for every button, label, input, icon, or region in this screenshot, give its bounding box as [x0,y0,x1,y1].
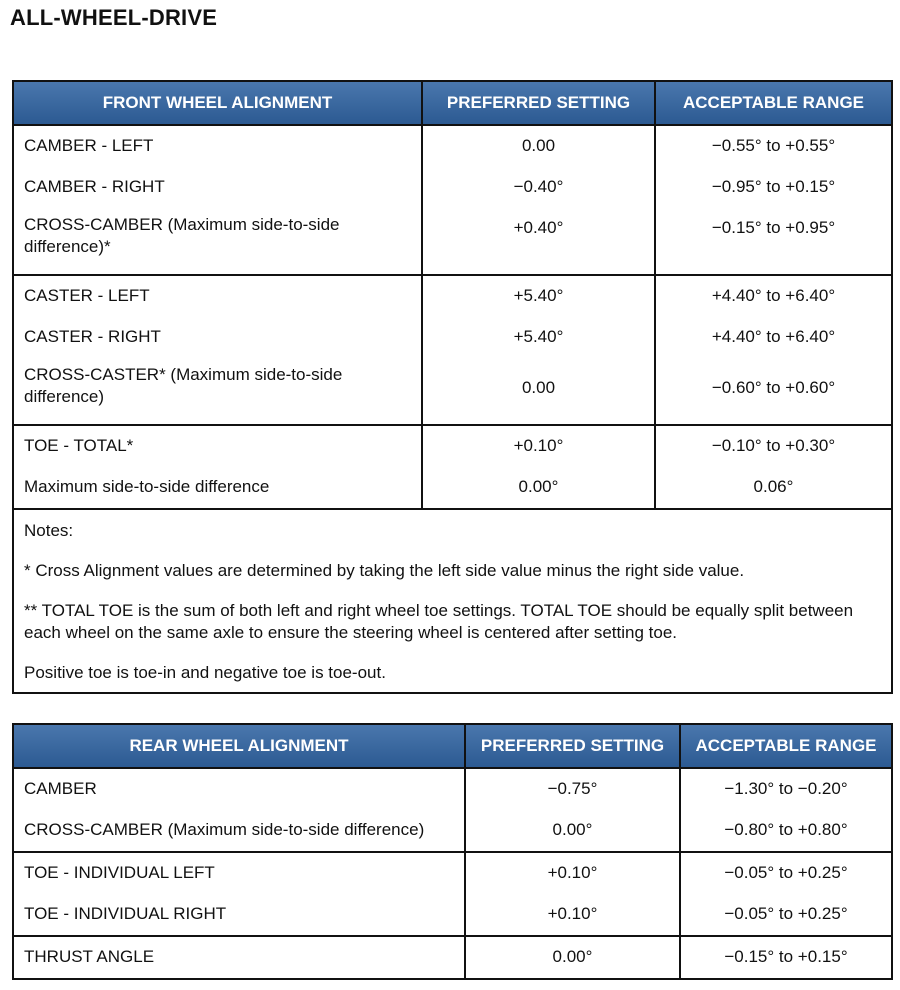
preferred-cell [465,852,680,936]
range-cell [655,275,892,425]
preferred-value: +5.40° [513,327,564,346]
range-value: −0.60° to +0.60° [711,378,836,397]
spec-label: Maximum side-to-side difference [24,477,270,496]
note-text: * Cross Alignment values are determined by taking the left side value minus the right side value. [24,561,745,580]
preferred-value: −0.40° [513,177,564,196]
range-value: −0.05° to +0.25° [724,863,848,882]
range-value: −0.10° to +0.30° [711,436,836,455]
spec-label: THRUST ANGLE [24,947,155,966]
range-value: −0.95° to +0.15° [711,177,836,196]
spec-label: CROSS-CAMBER (Maximum side-to-side difference)* [24,215,340,256]
spec-label: TOE - TOTAL* [24,436,134,455]
preferred-value: 0.00° [552,820,593,839]
rear-alignment-table [12,723,893,980]
column-header: ACCEPTABLE RANGE [655,81,892,125]
range-cell [680,936,892,979]
range-value: +4.40° to +6.40° [711,327,836,346]
preferred-value: 0.00 [521,378,556,397]
row-group-toe [13,425,892,509]
preferred-cell [422,425,655,509]
preferred-cell [422,125,655,275]
spec-label: TOE - INDIVIDUAL RIGHT [24,904,227,923]
preferred-value: 0.00° [518,477,559,496]
range-value: −1.30° to −0.20° [724,779,848,798]
range-value: 0.06° [753,477,794,496]
front-alignment-table [12,80,893,694]
preferred-value: 0.00° [552,947,593,966]
column-header: FRONT WHEEL ALIGNMENT [13,81,422,125]
preferred-value: 0.00 [521,136,556,155]
spec-label: TOE - INDIVIDUAL LEFT [24,863,215,882]
preferred-value: +5.40° [513,286,564,305]
table-header-row [13,81,892,125]
notes-row [13,509,892,693]
spec-label-cell [13,425,422,509]
row-group-camber [13,125,892,275]
spec-label-cell [13,275,422,425]
preferred-value: +0.10° [547,863,598,882]
row-group-toe [13,852,892,936]
preferred-value: −0.75° [547,779,598,798]
preferred-cell [465,768,680,852]
preferred-value: +0.40° [513,218,564,237]
spec-label-cell [13,768,465,852]
spec-label: CROSS-CAMBER (Maximum side-to-side difference) [24,820,425,839]
range-cell [655,125,892,275]
spec-label: CAMBER - LEFT [24,136,154,155]
preferred-value: +0.10° [547,904,598,923]
column-header: PREFERRED SETTING [422,81,655,125]
range-cell [680,852,892,936]
note-text: Positive toe is toe-in and negative toe is toe-out. [24,663,386,682]
spec-label-cell [13,125,422,275]
range-value: −0.55° to +0.55° [711,136,836,155]
row-group-thrust [13,936,892,979]
range-value: +4.40° to +6.40° [711,286,836,305]
notes-cell [13,509,892,693]
range-value: −0.80° to +0.80° [724,820,848,839]
range-value: −0.15° to +0.95° [711,218,836,237]
column-header: PREFERRED SETTING [465,724,680,768]
note-text: ** TOTAL TOE is the sum of both left and right wheel toe settings. TOTAL TOE should be equally split between each wheel on the same axle to ensure the steering wheel is centered after setting toe. [24,601,854,642]
spec-label: CAMBER [24,779,97,798]
range-cell [680,768,892,852]
table-header-row [13,724,892,768]
notes-heading: Notes: [24,521,74,540]
spec-label: CAMBER - RIGHT [24,177,165,196]
spec-label-cell [13,852,465,936]
spec-label: CASTER - RIGHT [24,327,161,346]
preferred-cell [422,275,655,425]
range-value: −0.15° to +0.15° [724,947,848,966]
row-group-caster [13,275,892,425]
spec-label: CROSS-CASTER* (Maximum side-to-side difference) [24,365,343,406]
spec-label: CASTER - LEFT [24,286,150,305]
spec-label-cell [13,936,465,979]
column-header: REAR WHEEL ALIGNMENT [13,724,465,768]
column-header: ACCEPTABLE RANGE [680,724,892,768]
row-group-camber [13,768,892,852]
preferred-value: +0.10° [513,436,564,455]
range-value: −0.05° to +0.25° [724,904,848,923]
range-cell [655,425,892,509]
preferred-cell [465,936,680,979]
page-title: ALL-WHEEL-DRIVE [10,5,218,30]
